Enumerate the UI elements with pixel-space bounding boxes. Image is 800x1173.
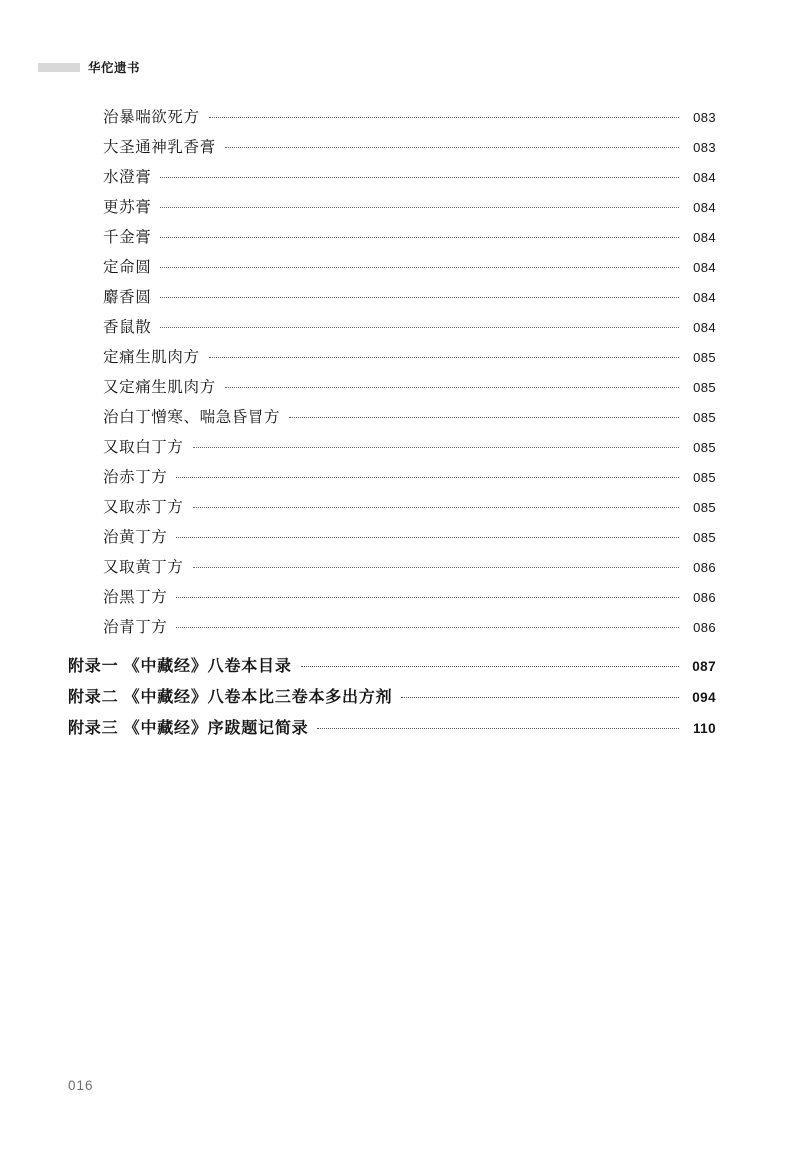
toc-entry[interactable]: [68, 165, 716, 195]
toc-leader-dots: [225, 147, 679, 148]
toc-entry[interactable]: [68, 285, 716, 315]
toc-entry-page: 085: [693, 500, 716, 515]
toc-entry[interactable]: [68, 225, 716, 255]
toc-entry-page: 087: [692, 659, 716, 674]
toc-entry-label: 水澄膏: [103, 169, 152, 186]
toc-entry-page: 084: [693, 320, 716, 335]
toc-entry-page: 085: [693, 470, 716, 485]
toc-entry-label: 治青丁方: [103, 619, 168, 636]
toc-leader-dots: [160, 177, 679, 178]
toc-leader-dots: [193, 567, 679, 568]
toc-leader-dots: [176, 477, 679, 478]
toc-entry[interactable]: [68, 345, 716, 375]
toc-entry[interactable]: [68, 555, 716, 585]
toc-leader-dots: [160, 297, 679, 298]
toc-entry-page: 083: [693, 110, 716, 125]
toc-entry[interactable]: [68, 585, 716, 615]
toc-section-gap: [68, 645, 716, 653]
toc-leader-dots: [160, 237, 679, 238]
toc-entry[interactable]: [68, 465, 716, 495]
toc-entry-page: 084: [693, 200, 716, 215]
toc-entry[interactable]: [68, 684, 716, 715]
toc-leader-dots: [160, 207, 679, 208]
toc-entry-page: 086: [693, 620, 716, 635]
toc-entry-page: 110: [693, 721, 716, 736]
toc-entry-label: 又取黄丁方: [103, 559, 184, 576]
running-head-rule: [38, 63, 80, 72]
toc-entry[interactable]: [68, 615, 716, 645]
toc-leader-dots: [289, 417, 679, 418]
toc-entry-page: 086: [693, 590, 716, 605]
running-head: [38, 58, 762, 76]
toc-entry-label: 更苏膏: [103, 199, 152, 216]
toc-leader-dots: [301, 666, 679, 667]
toc-leader-dots: [401, 697, 679, 698]
toc-entry[interactable]: [68, 135, 716, 165]
toc-leader-dots: [176, 537, 679, 538]
toc-entry-label: 麝香圆: [103, 289, 152, 306]
page-number: 016: [68, 1078, 94, 1093]
toc-entry[interactable]: [68, 105, 716, 135]
toc-entry-label: 附录三 《中藏经》序跋题记简录: [68, 720, 309, 737]
toc-leader-dots: [209, 117, 679, 118]
toc-entry-label: 又取白丁方: [103, 439, 184, 456]
toc-entry-page: 085: [693, 440, 716, 455]
toc-entry-page: 083: [693, 140, 716, 155]
toc-entry-label: 定痛生肌肉方: [103, 349, 200, 366]
toc-entry[interactable]: [68, 715, 716, 746]
toc-entry-label: 附录二 《中藏经》八卷本比三卷本多出方剂: [68, 689, 393, 706]
toc-entry[interactable]: [68, 375, 716, 405]
toc-entry-label: 又取赤丁方: [103, 499, 184, 516]
toc-entry-label: 治赤丁方: [103, 469, 168, 486]
toc-entry[interactable]: [68, 255, 716, 285]
toc-entry-label: 千金膏: [103, 229, 152, 246]
table-of-contents: [68, 105, 716, 746]
toc-entry-label: 治黄丁方: [103, 529, 168, 546]
toc-leader-dots: [176, 627, 679, 628]
toc-leader-dots: [160, 267, 679, 268]
toc-entry-label: 治白丁憎寒、喘急昏冒方: [103, 409, 281, 426]
toc-entry[interactable]: [68, 495, 716, 525]
toc-entry-page: 094: [692, 690, 716, 705]
toc-entry-page: 085: [693, 530, 716, 545]
toc-entry-label: 定命圆: [103, 259, 152, 276]
toc-entry-page: 086: [693, 560, 716, 575]
toc-entry-page: 084: [693, 260, 716, 275]
toc-entry-page: 084: [693, 170, 716, 185]
toc-leader-dots: [193, 447, 679, 448]
toc-leader-dots: [193, 507, 679, 508]
toc-leader-dots: [225, 387, 679, 388]
toc-entry-label: 附录一 《中藏经》八卷本目录: [68, 658, 292, 675]
toc-entry[interactable]: [68, 525, 716, 555]
toc-entry[interactable]: [68, 315, 716, 345]
toc-entry-page: 085: [693, 410, 716, 425]
running-head-title: 华佗遗书: [88, 61, 141, 75]
toc-leader-dots: [209, 357, 679, 358]
toc-entry[interactable]: [68, 653, 716, 684]
toc-leader-dots: [317, 728, 679, 729]
toc-entry-page: 084: [693, 230, 716, 245]
toc-entry[interactable]: [68, 435, 716, 465]
toc-entry-page: 085: [693, 350, 716, 365]
toc-entry[interactable]: [68, 405, 716, 435]
toc-entry-page: 085: [693, 380, 716, 395]
toc-entry-label: 治暴喘欲死方: [103, 109, 200, 126]
toc-entry-label: 治黑丁方: [103, 589, 168, 606]
toc-leader-dots: [160, 327, 679, 328]
toc-entry-label: 又定痛生肌肉方: [103, 379, 216, 396]
toc-entry[interactable]: [68, 195, 716, 225]
toc-entry-label: 大圣通神乳香膏: [103, 139, 216, 156]
toc-entry-page: 084: [693, 290, 716, 305]
toc-entry-label: 香鼠散: [103, 319, 152, 336]
toc-leader-dots: [176, 597, 679, 598]
